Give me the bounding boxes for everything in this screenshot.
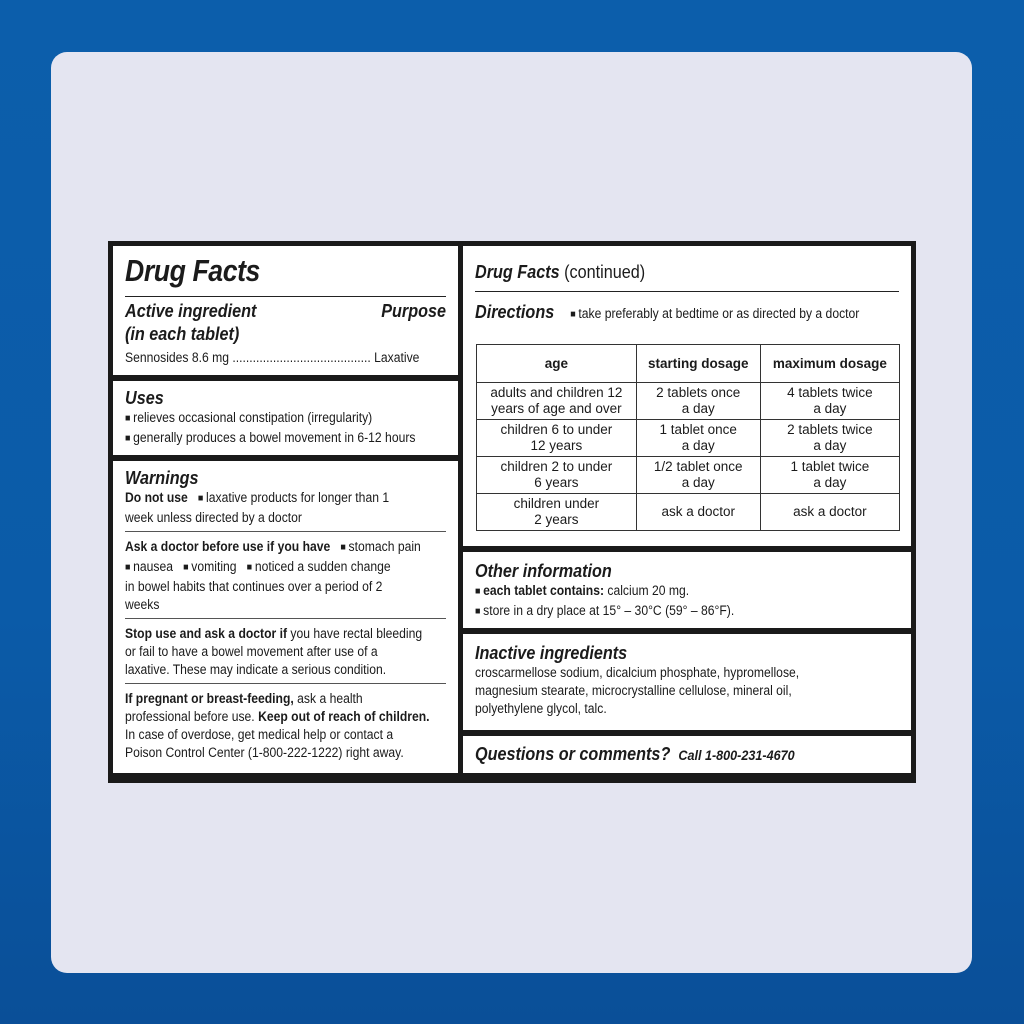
drug-facts-title: Drug Facts bbox=[125, 253, 260, 288]
bullet-icon: ■ bbox=[475, 586, 481, 597]
bullet-icon: ■ bbox=[125, 413, 131, 424]
table-cell-age: adults and children 12 years of age and over bbox=[477, 383, 637, 420]
warnings-panel bbox=[113, 461, 458, 773]
overdose-text: In case of overdose, get medical help or contact a bbox=[125, 727, 394, 742]
table-cell-starting: 1/2 tablet once a day bbox=[636, 457, 760, 494]
bullet-icon: ■ bbox=[125, 433, 131, 444]
bullet-icon: ■ bbox=[183, 562, 189, 573]
table-cell-age: children 2 to under 6 years bbox=[477, 457, 637, 494]
directions-panel bbox=[463, 246, 911, 546]
questions-phone: Call 1-800-231-4670 bbox=[678, 747, 795, 763]
ask-doctor-item: noticed a sudden change bbox=[254, 559, 391, 574]
tablet-contains-text: calcium 20 mg. bbox=[607, 583, 690, 598]
active-ingredient-line: Sennosides 8.6 mg ......................................... Laxative bbox=[125, 350, 420, 365]
table-cell-age: children under 2 years bbox=[477, 494, 637, 531]
column-header-maximum: maximum dosage bbox=[760, 345, 899, 383]
table-cell-starting: 1 tablet once a day bbox=[636, 420, 760, 457]
bullet-icon: ■ bbox=[197, 493, 204, 504]
purpose-heading: Purpose bbox=[381, 301, 446, 321]
do-not-use-text: laxative products for longer than 1 bbox=[206, 490, 390, 505]
table-header-row bbox=[477, 345, 900, 383]
do-not-use-label: Do not use bbox=[125, 490, 188, 505]
stop-use-label: Stop use and ask a doctor if bbox=[125, 626, 288, 641]
inactive-ingredients-text: croscarmellose sodium, dicalcium phosphate, hypromellose, bbox=[475, 665, 800, 680]
table-cell-maximum: ask a doctor bbox=[760, 494, 899, 531]
ask-doctor-item: stomach pain bbox=[348, 539, 421, 554]
bullet-icon: ■ bbox=[125, 562, 131, 573]
continued-suffix: (continued) bbox=[564, 262, 646, 282]
stop-use-text: or fail to have a bowel movement after use of a bbox=[125, 644, 378, 659]
table-row bbox=[477, 457, 900, 494]
uses-heading: Uses bbox=[125, 388, 164, 408]
table-cell-age: children 6 to under 12 years bbox=[477, 420, 637, 457]
directions-text: take preferably at bedtime or as directed by a doctor bbox=[578, 306, 860, 321]
do-not-use-text: week unless directed by a doctor bbox=[125, 510, 302, 525]
stop-use-text: you have rectal bleeding bbox=[290, 626, 423, 641]
ask-doctor-item: nausea bbox=[133, 559, 174, 574]
warnings-heading: Warnings bbox=[125, 468, 199, 488]
table-row bbox=[477, 383, 900, 420]
questions-panel bbox=[463, 736, 911, 773]
storage-text: store in a dry place at 15° – 30°C (59° – 86°F). bbox=[483, 603, 735, 618]
column-header-age: age bbox=[477, 345, 637, 383]
uses-panel bbox=[113, 381, 458, 455]
bullet-icon: ■ bbox=[246, 562, 253, 573]
bullet-icon: ■ bbox=[340, 542, 346, 553]
other-information-heading: Other information bbox=[475, 561, 612, 581]
table-row bbox=[477, 420, 900, 457]
continued-title: Drug Facts bbox=[475, 262, 560, 282]
directions-heading: Directions bbox=[475, 302, 555, 322]
bullet-icon: ■ bbox=[475, 606, 481, 617]
inactive-ingredients-text: polyethylene glycol, talc. bbox=[475, 701, 607, 716]
tablet-contains-label: each tablet contains: bbox=[483, 583, 605, 598]
ask-doctor-label: Ask a doctor before use if you have bbox=[125, 539, 331, 554]
table-row bbox=[477, 494, 900, 531]
other-information-panel bbox=[463, 552, 911, 628]
active-ingredient-heading: Active ingredient bbox=[125, 301, 257, 321]
dosage-table bbox=[476, 344, 900, 531]
uses-item: relieves occasional constipation (irregularity) bbox=[133, 410, 373, 425]
ask-doctor-text: weeks bbox=[125, 597, 160, 612]
table-cell-maximum: 4 tablets twice a day bbox=[760, 383, 899, 420]
column-header-starting: starting dosage bbox=[636, 345, 760, 383]
pregnant-label: If pregnant or breast-feeding, bbox=[125, 691, 294, 706]
overdose-text: Poison Control Center (1-800-222-1222) right away. bbox=[125, 745, 404, 760]
active-ingredient-subheading: (in each tablet) bbox=[125, 324, 240, 344]
inactive-ingredients-text: magnesium stearate, microcrystalline cellulose, mineral oil, bbox=[475, 683, 792, 698]
uses-item: generally produces a bowel movement in 6-12 hours bbox=[133, 430, 416, 445]
table-cell-starting: 2 tablets once a day bbox=[636, 383, 760, 420]
inactive-ingredients-heading: Inactive ingredients bbox=[475, 643, 628, 663]
inactive-ingredients-panel bbox=[463, 634, 911, 730]
drug-facts-label bbox=[108, 241, 916, 783]
ask-doctor-text: in bowel habits that continues over a period of 2 bbox=[125, 579, 383, 594]
table-cell-maximum: 1 tablet twice a day bbox=[760, 457, 899, 494]
table-cell-starting: ask a doctor bbox=[636, 494, 760, 531]
ask-doctor-item: vomiting bbox=[191, 559, 237, 574]
table-cell-maximum: 2 tablets twice a day bbox=[760, 420, 899, 457]
pregnant-text: professional before use. bbox=[125, 709, 255, 724]
questions-heading: Questions or comments? bbox=[475, 744, 671, 764]
keep-out-label: Keep out of reach of children. bbox=[258, 709, 430, 724]
stop-use-text: laxative. These may indicate a serious condition. bbox=[125, 662, 387, 677]
pregnant-text: ask a health bbox=[297, 691, 363, 706]
active-ingredient-panel bbox=[113, 246, 458, 375]
bullet-icon: ■ bbox=[570, 309, 576, 320]
